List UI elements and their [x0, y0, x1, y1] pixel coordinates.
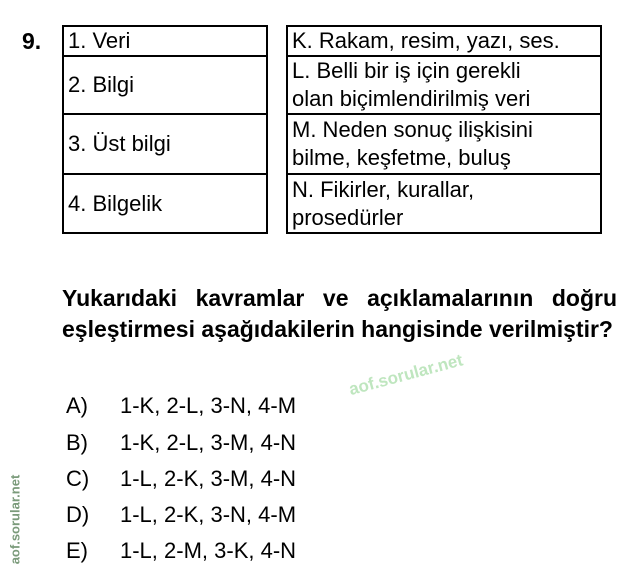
- watermark-diagonal: aof.sorular.net: [346, 350, 465, 400]
- option-text: 1-L, 2-K, 3-M, 4-N: [120, 466, 297, 491]
- description-line: L. Belli bir iş için gerekli: [292, 58, 521, 83]
- description-line: K. Rakam, resim, yazı, ses.: [292, 28, 560, 53]
- description-line: olan biçimlendirilmiş veri: [292, 86, 531, 111]
- option-a[interactable]: [66, 392, 296, 420]
- option-text: 1-K, 2-L, 3-N, 4-M: [120, 393, 297, 418]
- description-item: [287, 56, 601, 114]
- description-item: [287, 114, 601, 174]
- option-text: 1-K, 2-L, 3-M, 4-N: [120, 430, 297, 455]
- descriptions-table: [286, 25, 602, 234]
- concept-item: 2. Bilgi: [63, 56, 267, 114]
- option-c[interactable]: [66, 465, 296, 493]
- option-text: 1-L, 2-M, 3-K, 4-N: [120, 538, 297, 563]
- option-e[interactable]: [66, 537, 296, 565]
- watermark-vertical: aof.sorular.net: [7, 474, 23, 565]
- concept-item: 4. Bilgelik: [63, 174, 267, 233]
- option-d[interactable]: [66, 501, 296, 529]
- description-item: [287, 26, 601, 56]
- description-item: [287, 174, 601, 233]
- concept-item: 1. Veri: [63, 26, 267, 56]
- option-letter: B): [66, 430, 88, 455]
- description-line: N. Fikirler, kurallar,: [292, 176, 475, 202]
- description-line: M. Neden sonuç ilişkisini: [292, 117, 533, 142]
- option-letter: A): [66, 393, 88, 418]
- description-line: prosedürler: [292, 204, 404, 230]
- option-letter: E): [66, 538, 88, 563]
- option-letter: D): [66, 502, 90, 527]
- description-line: bilme, keşfetme, buluş: [292, 145, 511, 170]
- concepts-table: [62, 25, 268, 234]
- option-letter: C): [66, 466, 90, 491]
- question-text: Yukarıdaki kavramlar ve açıklamalarının doğru eşleştirmesi aşağıdakilerin hangisinde verilmiştir?: [62, 285, 617, 342]
- question-number: 9.: [22, 28, 42, 54]
- concept-item: 3. Üst bilgi: [63, 114, 267, 174]
- option-b[interactable]: [66, 429, 296, 457]
- option-text: 1-L, 2-K, 3-N, 4-M: [120, 502, 297, 527]
